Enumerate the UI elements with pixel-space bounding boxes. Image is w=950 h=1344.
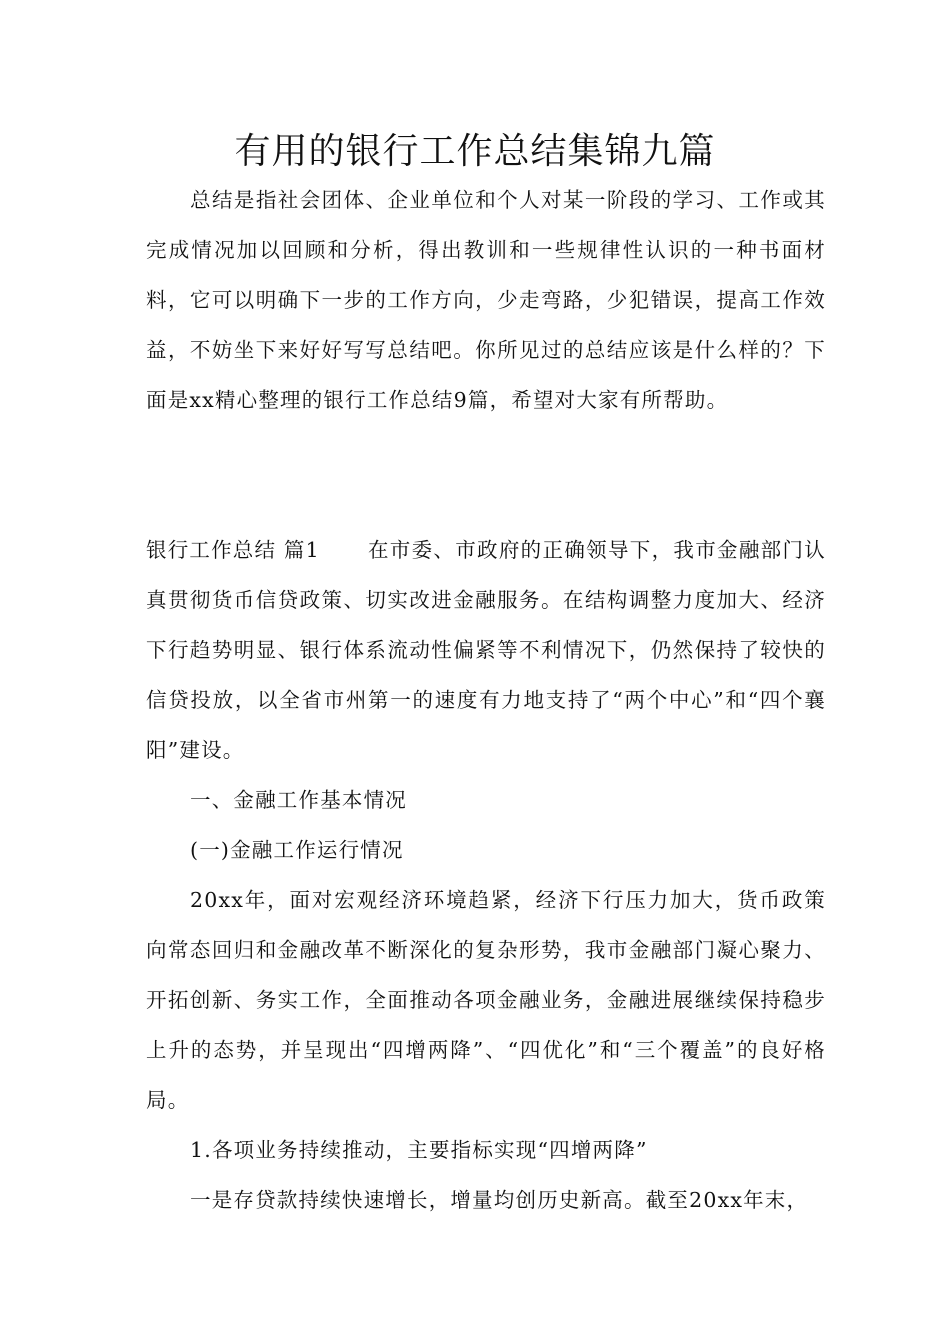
intro-paragraph: 总结是指社会团体、企业单位和个人对某一阶段的学习、工作或其完成情况加以回顾和分析，得出教训和一些规律性认识的一种书面材料，它可以明确下一步的工作方向，少走弯路，少犯错误，提高工作效益，不妨坐下来好好写写总结吧。你所见过的总结应该是什么样的？下面是xx精心整理的银行工作总结9篇，希望对大家有所帮助。 — [146, 188, 826, 412]
operation-paragraph: 20xx年，面对宏观经济环境趋紧，经济下行压力加大，货币政策向常态回归和金融改革不断深化的复杂形势，我市金融部门凝心聚力、开拓创新、务实工作，全面推动各项金融业务，金融进展继续保持稳步上升的态势，并呈现出“四增两降”、“四优化”和“三个覆盖”的良好格局。 — [146, 888, 826, 1112]
section1-lead-text: 在市委、市政府的正确领导下，我市金融部门认真贯彻货币信贷政策、切实改进金融服务。在结构调整力度加大、经济下行趋势明显、银行体系流动性偏紧等不利情况下，仍然保持了较快的信贷投放，以全省市州第一的速度有力地支持了“两个中心”和“四个襄阳”建设。 — [146, 538, 826, 762]
section1-lead-paragraph — [146, 525, 826, 775]
section-heading-basic: 一、金融工作基本情况 — [190, 788, 407, 812]
document-title: 有用的银行工作总结集锦九篇 — [234, 131, 716, 172]
item-heading-1: 1.各项业务持续推动，主要指标实现“四增两降” — [190, 1138, 648, 1162]
deposit-loan-paragraph: 一是存贷款持续快速增长，增量均创历史新高。截至20xx年末， — [190, 1188, 809, 1212]
subsection-heading-operation: (一)金融工作运行情况 — [190, 838, 404, 862]
section1-label: 银行工作总结 篇1 — [146, 538, 320, 562]
